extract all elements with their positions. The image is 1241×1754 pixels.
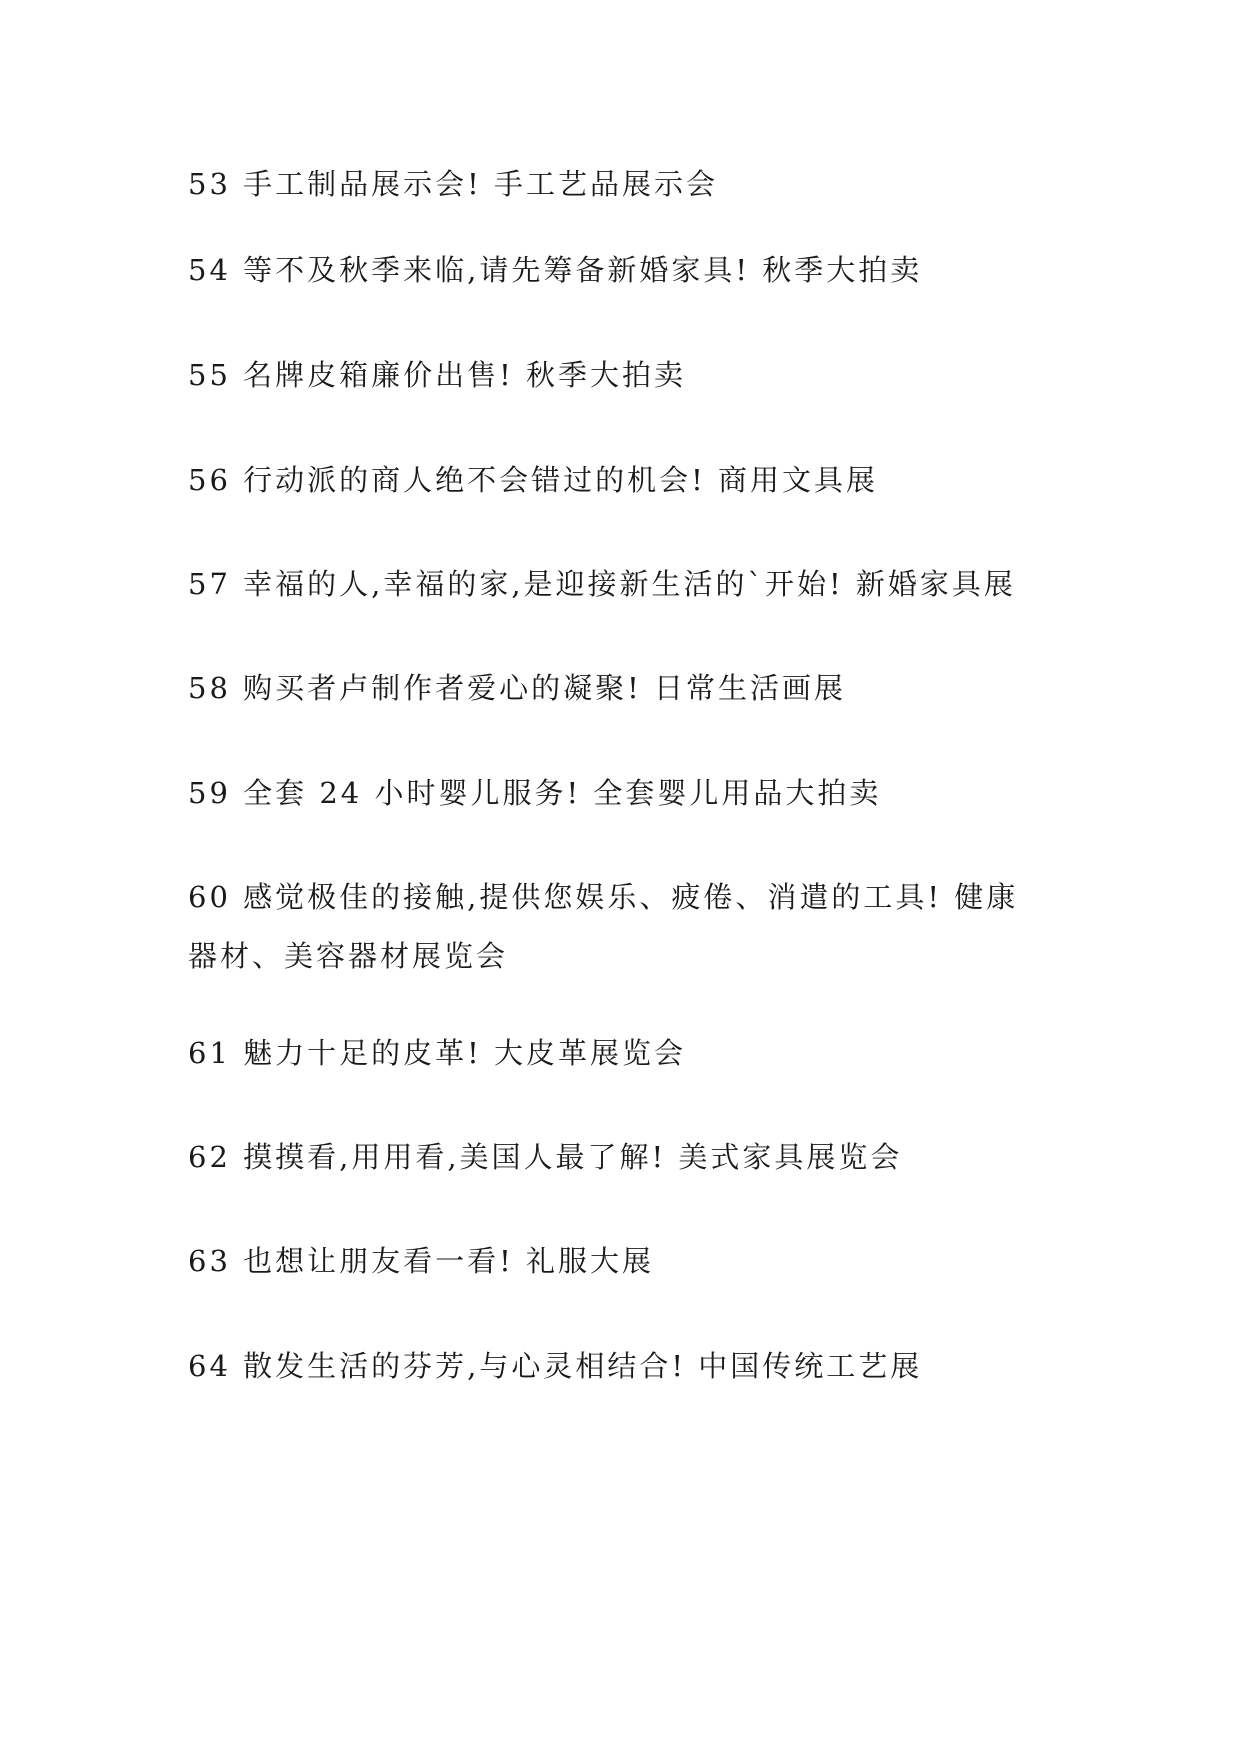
slogan-line: 器材、美容器材展览会 xyxy=(188,939,509,973)
slogan-line: 60 感觉极佳的接触,提供您娱乐、疲倦、消遣的工具! 健康 xyxy=(188,880,1019,914)
slogan-line: 58 购买者卢制作者爱心的凝聚! 日常生活画展 xyxy=(188,671,846,705)
slogan-line: 64 散发生活的芬芳,与心灵相结合! 中国传统工艺展 xyxy=(188,1349,923,1383)
slogan-61 xyxy=(188,1024,1068,1083)
slogan-53 xyxy=(188,155,1068,214)
slogan-54 xyxy=(188,241,1068,300)
slogan-line: 59 全套 24 小时婴儿服务! 全套婴儿用品大拍卖 xyxy=(188,776,882,810)
slogan-62 xyxy=(188,1128,1068,1187)
slogan-56 xyxy=(188,451,1068,510)
slogan-59 xyxy=(188,764,1068,823)
slogan-line: 54 等不及秋季来临,请先筹备新婚家具! 秋季大拍卖 xyxy=(188,253,923,287)
slogan-line: 61 魅力十足的皮革! 大皮革展览会 xyxy=(188,1036,686,1070)
slogan-57 xyxy=(188,555,1068,614)
slogan-63 xyxy=(188,1232,1068,1291)
slogan-58 xyxy=(188,659,1068,718)
slogan-line: 62 摸摸看,用用看,美国人最了解! 美式家具展览会 xyxy=(188,1140,903,1174)
slogan-line: 56 行动派的商人绝不会错过的机会! 商用文具展 xyxy=(188,463,878,497)
slogan-64 xyxy=(188,1337,1068,1396)
slogan-line: 63 也想让朋友看一看! 礼服大展 xyxy=(188,1244,654,1278)
slogan-line: 57 幸福的人,幸福的家,是迎接新生活的`开始! 新婚家具展 xyxy=(188,567,1016,601)
slogan-55 xyxy=(188,346,1068,405)
slogan-line: 53 手工制品展示会! 手工艺品展示会 xyxy=(188,167,718,201)
slogan-line: 55 名牌皮箱廉价出售! 秋季大拍卖 xyxy=(188,358,686,392)
slogan-60 xyxy=(188,868,1068,986)
